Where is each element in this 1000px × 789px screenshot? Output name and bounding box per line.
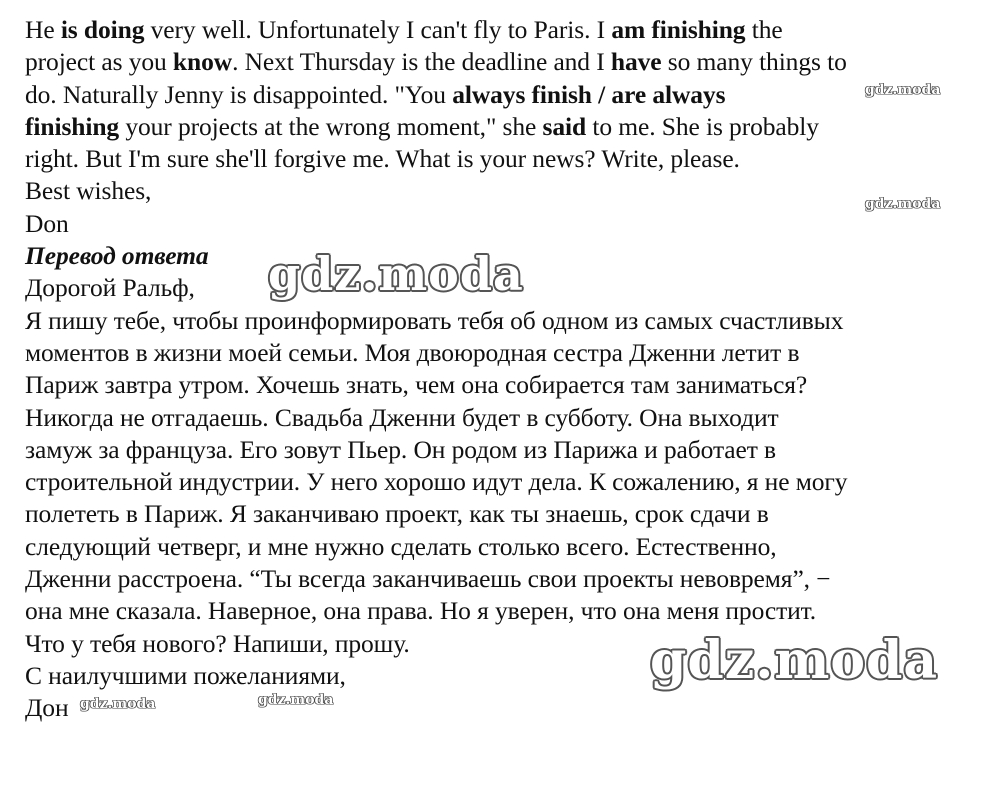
answer-bold: is doing — [60, 15, 145, 44]
answer-bold: finishing — [25, 111, 120, 141]
answer-bold: said — [542, 111, 587, 141]
translation-line: Я пишу тебе, чтобы проинформировать тебя об одном из самых счастливых — [25, 305, 844, 335]
letter-signature: Don — [25, 208, 69, 238]
document-page — [25, 14, 980, 725]
watermark-small: gdz.moda — [865, 196, 941, 212]
translation-line: Париж завтра утром. Хочешь знать, чем она собирается там заниматься? — [25, 370, 808, 400]
translation-line: следующий четверг, и мне нужно сделать столько всего. Естественно, — [25, 531, 777, 561]
watermark-small: gdz.moda — [80, 696, 156, 712]
watermark-large: gdz.moda — [268, 247, 524, 301]
translation-line: она мне сказала. Наверное, она права. Но я уверен, что она меня простит. — [25, 596, 817, 626]
translation-line: моментов в жизни моей семьи. Моя двоюродная сестра Дженни летит в — [25, 337, 800, 367]
answer-bold: have — [610, 47, 662, 77]
text-run: to me. She is probably — [586, 111, 819, 141]
text-run: very well. Unfortunately I can't fly to Paris. I — [144, 15, 612, 44]
letter-closing: Best wishes, — [25, 176, 152, 206]
translation-line: С наилучшими пожеланиями, — [25, 660, 346, 690]
answer-bold: am finishing — [611, 15, 746, 44]
translation-line: Что у тебя нового? Напиши, прошу. — [25, 628, 410, 658]
translation-line: Дженни расстроена. “Ты всегда заканчиваешь свои проекты невовремя”, − — [25, 564, 831, 594]
text-run: your projects at the wrong moment," she — [119, 111, 543, 141]
translation-heading: Перевод ответа — [25, 241, 209, 271]
translation-line: Дон — [25, 693, 69, 723]
text-run: project as you — [25, 47, 173, 77]
letter-line-1 — [25, 14, 980, 46]
translation-line: полететь в Париж. Я заканчиваю проект, как ты знаешь, срок сдачи в — [25, 499, 769, 529]
answer-bold: always finish / are always — [452, 79, 726, 109]
text-run: do. Naturally Jenny is disappointed. "You — [25, 79, 453, 109]
translation-line: строительной индустрии. У него хорошо идут дела. К сожалению, я не могу — [25, 467, 848, 497]
watermark-small: gdz.moda — [258, 692, 334, 708]
answer-bold: know — [172, 47, 233, 77]
translation-line: замуж за француза. Его зовут Пьер. Он родом из Парижа и работает в — [25, 434, 776, 464]
letter-line-2 — [25, 46, 980, 78]
text-run: He — [25, 15, 61, 44]
watermark-small: gdz.moda — [865, 82, 941, 98]
watermark-large: gdz.moda — [650, 630, 939, 691]
letter-line-4 — [25, 111, 980, 143]
text-run: . Next Thursday is the deadline and I — [232, 47, 611, 77]
letter-line-3 — [25, 79, 980, 111]
text-run: the — [745, 15, 783, 44]
translation-line: Дорогой Ральф, — [25, 273, 195, 303]
text-run: so many things to — [661, 47, 847, 77]
letter-line-5: right. But I'm sure she'll forgive me. What is your news? Write, please. — [25, 144, 740, 174]
translation-line: Никогда не отгадаешь. Свадьба Дженни будет в субботу. Она выходит — [25, 402, 779, 432]
